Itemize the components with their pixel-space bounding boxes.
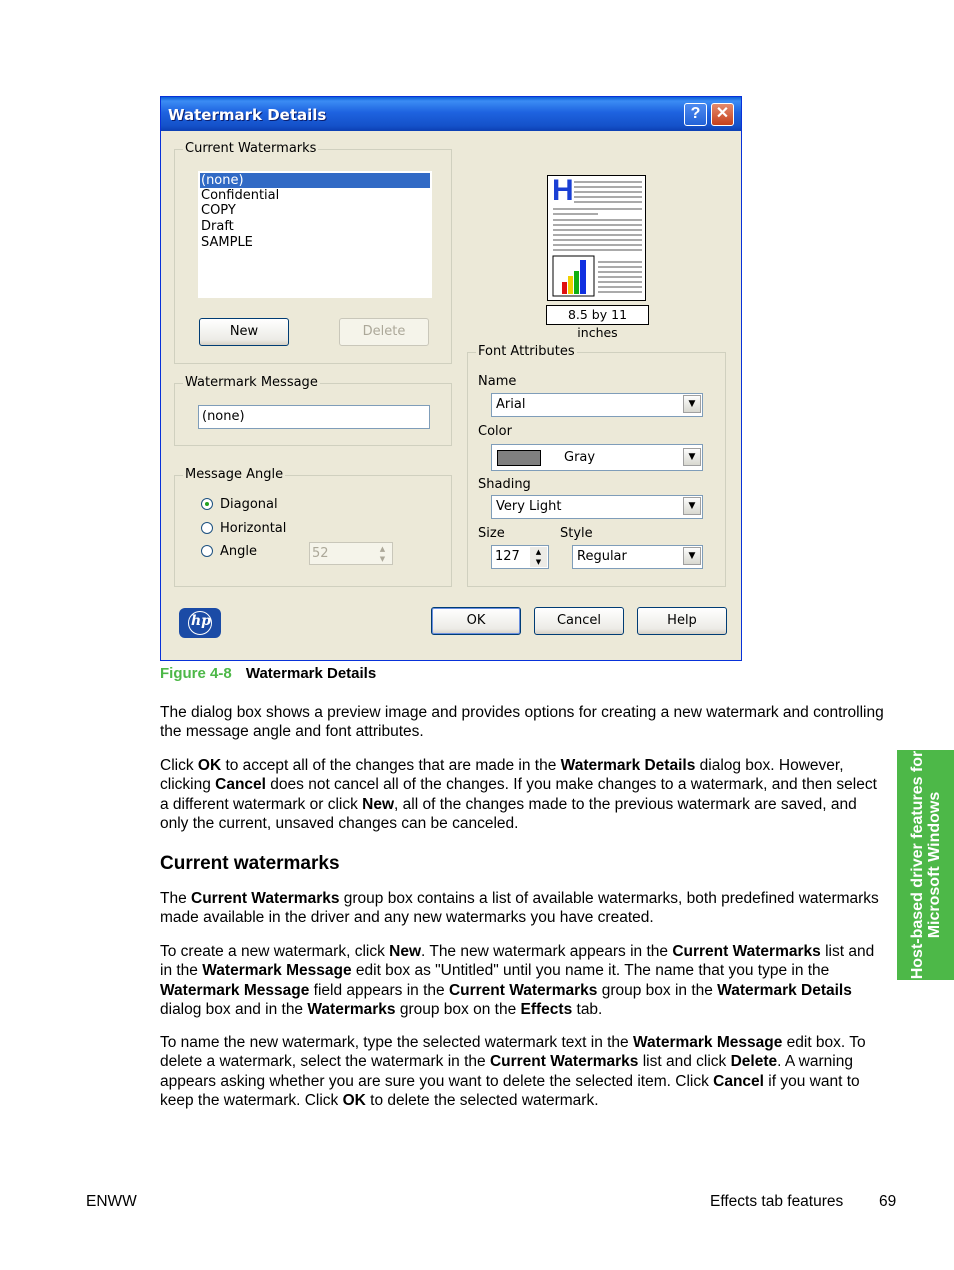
list-item[interactable]: COPY — [201, 203, 236, 218]
hp-logo — [179, 608, 221, 638]
figure-title: Watermark Details — [245, 665, 377, 682]
delete-button[interactable]: Delete — [339, 318, 429, 346]
paragraph-3: The Current Watermarks group box contains a list of available watermarks, both predefined watermarks made available in the driver and any new watermarks you have created. — [160, 890, 879, 927]
new-button[interactable]: New — [199, 318, 289, 346]
preview-bar-chart-icon — [553, 256, 594, 296]
angle-value: 52 — [312, 546, 329, 561]
color-swatch — [497, 450, 541, 466]
font-name-label: Name — [478, 374, 517, 389]
hp-logo-text: hp — [191, 613, 211, 629]
title-bar[interactable] — [161, 97, 741, 131]
section-heading: Current watermarks — [160, 853, 340, 874]
diagonal-radio[interactable] — [201, 498, 213, 510]
angle-spin-up-icon[interactable]: ▲ — [379, 545, 386, 553]
chevron-down-icon[interactable]: ▼ — [683, 497, 701, 515]
paragraph-1: The dialog box shows a preview image and provides options for creating a new watermark and controlling the message angle and font attributes. — [160, 704, 884, 741]
font-color-select[interactable] — [491, 444, 703, 471]
font-style-select[interactable] — [572, 545, 703, 569]
list-item[interactable]: Confidential — [201, 188, 280, 203]
font-name-value: Arial — [496, 397, 526, 412]
figure-number: Figure 4-8 — [160, 665, 232, 682]
font-shading-label: Shading — [478, 477, 531, 492]
chevron-down-icon[interactable]: ▼ — [683, 395, 701, 413]
watermark-message-legend: Watermark Message — [185, 375, 318, 390]
font-style-label: Style — [560, 526, 593, 541]
font-size-stepper[interactable] — [491, 545, 549, 569]
dialog-title: Watermark Details — [168, 106, 327, 124]
font-size-label: Size — [478, 526, 505, 541]
horizontal-label[interactable]: Horizontal — [220, 521, 287, 536]
angle-label[interactable]: Angle — [220, 544, 257, 559]
close-button[interactable]: ✕ — [711, 103, 734, 126]
chevron-down-icon[interactable]: ▼ — [683, 448, 701, 466]
footer-left: ENWW — [86, 1193, 137, 1210]
cancel-button[interactable]: Cancel — [534, 607, 624, 635]
angle-spin-down-icon[interactable]: ▼ — [379, 555, 386, 563]
preview-heading-letter: H — [552, 174, 574, 207]
font-color-value: Gray — [564, 450, 596, 465]
help-button[interactable]: Help — [637, 607, 727, 635]
watermark-message-input[interactable]: (none) — [198, 405, 430, 429]
diagonal-label[interactable]: Diagonal — [220, 497, 278, 512]
list-item[interactable]: Draft — [201, 219, 234, 234]
footer-section: Effects tab features — [710, 1193, 844, 1210]
message-angle-legend: Message Angle — [185, 467, 284, 482]
ok-button[interactable]: OK — [431, 607, 521, 635]
paragraph-2: Click OK to accept all of the changes that are made in the Watermark Details dialog box. However, clicking Cancel does not cancel all of the changes. If you make changes to a watermark, and then select a different watermark or click New, all of the changes made to the previous watermark are saved, and only the current, unsaved changes can be canceled. — [160, 757, 877, 832]
font-style-value: Regular — [577, 549, 627, 564]
watermark-details-dialog — [160, 96, 742, 661]
footer-page-number: 69 — [879, 1193, 897, 1210]
angle-radio[interactable] — [201, 545, 213, 557]
horizontal-radio[interactable] — [201, 522, 213, 534]
font-size-value: 127 — [495, 549, 520, 564]
size-spin-down-icon[interactable]: ▼ — [530, 557, 547, 567]
list-item[interactable]: SAMPLE — [201, 235, 253, 250]
paragraph-4: To create a new watermark, click New. The new watermark appears in the Current Watermarks list and in the Watermark Message edit box as "Untitled" until you name it. The name that you type in the Watermark Message field appears in the Current Watermarks group box in the Watermark Details dialog box and in the Watermarks group box on the Effects tab. — [160, 943, 875, 1018]
watermarks-list[interactable] — [198, 171, 432, 298]
font-shading-value: Very Light — [496, 499, 562, 514]
list-item[interactable]: (none) — [200, 173, 430, 188]
font-color-label: Color — [478, 424, 512, 439]
size-spin-up-icon[interactable]: ▲ — [530, 547, 547, 557]
message-angle-group — [174, 475, 452, 587]
font-shading-select[interactable] — [491, 495, 703, 519]
current-watermarks-legend: Current Watermarks — [185, 141, 317, 156]
paragraph-5: To name the new watermark, type the selected watermark text in the Watermark Message edit box. To delete a watermark, select the watermark in the Current Watermarks list and click Delete. A warning appears asking whether you are sure you want to delete the selected item. Click Cancel if you want to keep the watermark. Click OK to delete the selected watermark. — [160, 1034, 866, 1109]
font-attributes-legend: Font Attributes — [478, 344, 575, 359]
paper-size-label: 8.5 by 11 inches — [546, 305, 649, 325]
angle-stepper[interactable] — [309, 542, 393, 565]
side-tab-text: Host-based driver features for Microsoft Windows — [908, 750, 943, 980]
help-title-button[interactable]: ? — [684, 103, 707, 126]
page-preview — [547, 175, 646, 301]
font-name-select[interactable] — [491, 393, 703, 417]
figure-caption — [160, 665, 376, 682]
chapter-side-tab — [897, 750, 954, 980]
chevron-down-icon[interactable]: ▼ — [683, 547, 701, 565]
